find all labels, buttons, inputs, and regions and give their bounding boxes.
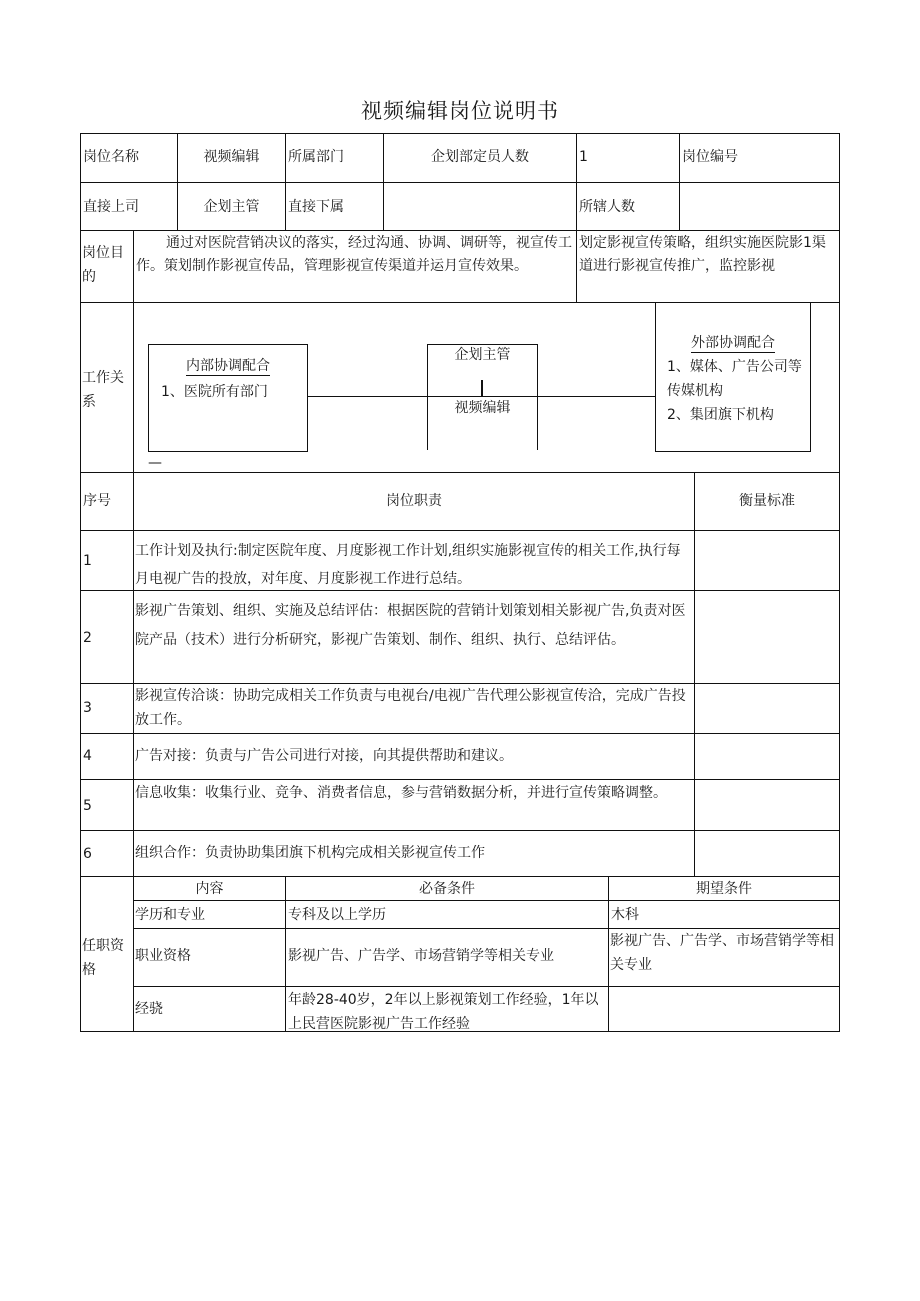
- superior-label: 直接上司: [83, 199, 139, 215]
- row-line: [80, 230, 840, 231]
- post-name-label: 岗位名称: [83, 149, 139, 165]
- row-line: [80, 133, 840, 134]
- cert-label: 职业资格: [135, 948, 191, 964]
- subordinate-label: 直接下属: [288, 199, 344, 215]
- row-line: [80, 779, 840, 780]
- dept-label: 所属部门: [288, 149, 344, 165]
- managed-label: 所辖人数: [579, 199, 635, 215]
- duty-no: 4: [83, 748, 92, 764]
- qual-header-required: 必备条件: [419, 881, 475, 897]
- center-superior: 企划主管: [454, 347, 511, 363]
- duty-text: 广告对接：负责与广告公司进行对接，向其提供帮助和建议。: [135, 748, 513, 764]
- table-border-left: [80, 133, 81, 1032]
- col-line: [694, 472, 695, 876]
- qual-header-content: 内容: [195, 881, 224, 897]
- relations-label: 工作关系: [82, 370, 124, 410]
- col-line: [285, 133, 286, 230]
- duty-text: 组织合作：负责协助集团旗下机构完成相关影视宣传工作: [135, 845, 485, 861]
- duty-no-header: 序号: [83, 493, 111, 509]
- external-title: 外部协调配合: [691, 335, 775, 351]
- duty-text: 影视广告策划、组织、实施及总结评估：根据医院的营销计划策划相关影视广告,负责对医院产品（技术）进行分析研究，影视广告策划、制作、组织、执行、总结评估。: [135, 603, 686, 648]
- cert-required: 影视广告、广告学、市场营销学等相关专业: [288, 948, 554, 964]
- relations-dash: —: [148, 455, 162, 471]
- row-line: [80, 530, 840, 531]
- row-line: [133, 986, 840, 987]
- row-line: [80, 472, 840, 473]
- purpose-text-left: 通过对医院营销决议的落实，经过沟通、协调、调研等，视宣传工作。策划制作影视宣传品，管理影视宣传渠道并运月宣传效果。: [136, 235, 572, 274]
- col-line: [133, 230, 134, 1031]
- duty-header: 岗位职责: [386, 493, 442, 509]
- row-line: [80, 733, 840, 734]
- qualification-label: 任职资格: [82, 938, 124, 978]
- duty-no: 3: [83, 700, 92, 716]
- external-item-1: 1、媒体、广告公司等传媒机构: [667, 359, 802, 399]
- internal-item: 1、医院所有部门: [161, 384, 268, 400]
- quota-value: 1: [579, 149, 588, 165]
- row-line: [80, 182, 840, 183]
- post-name-value: 视频编辑: [203, 149, 260, 165]
- duty-text: 信息收集：收集行业、竞争、消费者信息，参与营销数据分析，并进行宣传策略调整。: [135, 785, 667, 801]
- edu-expected: 木科: [611, 907, 639, 923]
- cert-expected: 影视广告、广告学、市场营销学等相关专业: [610, 933, 834, 973]
- row-line: [80, 830, 840, 831]
- purpose-text-right: 划定影视宣传策略，组织实施医院影1渠道进行影视宣传推广，监控影视: [579, 235, 826, 274]
- col-line: [679, 133, 680, 230]
- internal-title-wrap: [148, 354, 308, 378]
- duty-no: 2: [83, 630, 92, 646]
- table-border-right: [839, 133, 840, 1032]
- center-self: 视频编辑: [454, 400, 511, 416]
- superior-value: 企划主管: [203, 199, 260, 215]
- duty-text: 影视宣传洽谈：协助完成相关工作负责与电视台/电视广告代理公影视宣传洽，完成广告投放工作。: [135, 688, 686, 728]
- external-title-wrap: [655, 331, 811, 355]
- duty-no: 5: [83, 798, 92, 814]
- center-box-right: [537, 344, 538, 450]
- internal-title: 内部协调配合: [186, 358, 270, 374]
- edu-required: 专科及以上学历: [288, 907, 386, 923]
- qual-header-expected: 期望条件: [696, 881, 752, 897]
- duty-no: 1: [83, 553, 92, 569]
- exp-required: 年龄28-40岁，2年以上影视策划工作经验，1年以上民营医院影视广告工作经验: [288, 992, 599, 1032]
- center-link-tick: [481, 380, 483, 396]
- edu-label: 学历和专业: [135, 907, 205, 923]
- duty-no: 6: [83, 846, 92, 862]
- external-item-2: 2、集团旗下机构: [667, 407, 774, 423]
- duty-text: 工作计划及执行:制定医院年度、月度影视工作计划,组织实施影视宣传的相关工作,执行每月电视广告的投放，对年度、月度影视工作进行总结。: [135, 543, 681, 587]
- dept-quota-label: 企划部定员人数: [431, 149, 529, 165]
- document-title: 视频编辑岗位说明书: [361, 99, 559, 123]
- purpose-label: 岗位目的: [82, 245, 124, 285]
- standard-header: 衡量标准: [739, 493, 795, 509]
- col-line: [576, 133, 577, 302]
- exp-label: 经骁: [135, 1001, 163, 1017]
- post-no-label: 岗位编号: [682, 149, 738, 165]
